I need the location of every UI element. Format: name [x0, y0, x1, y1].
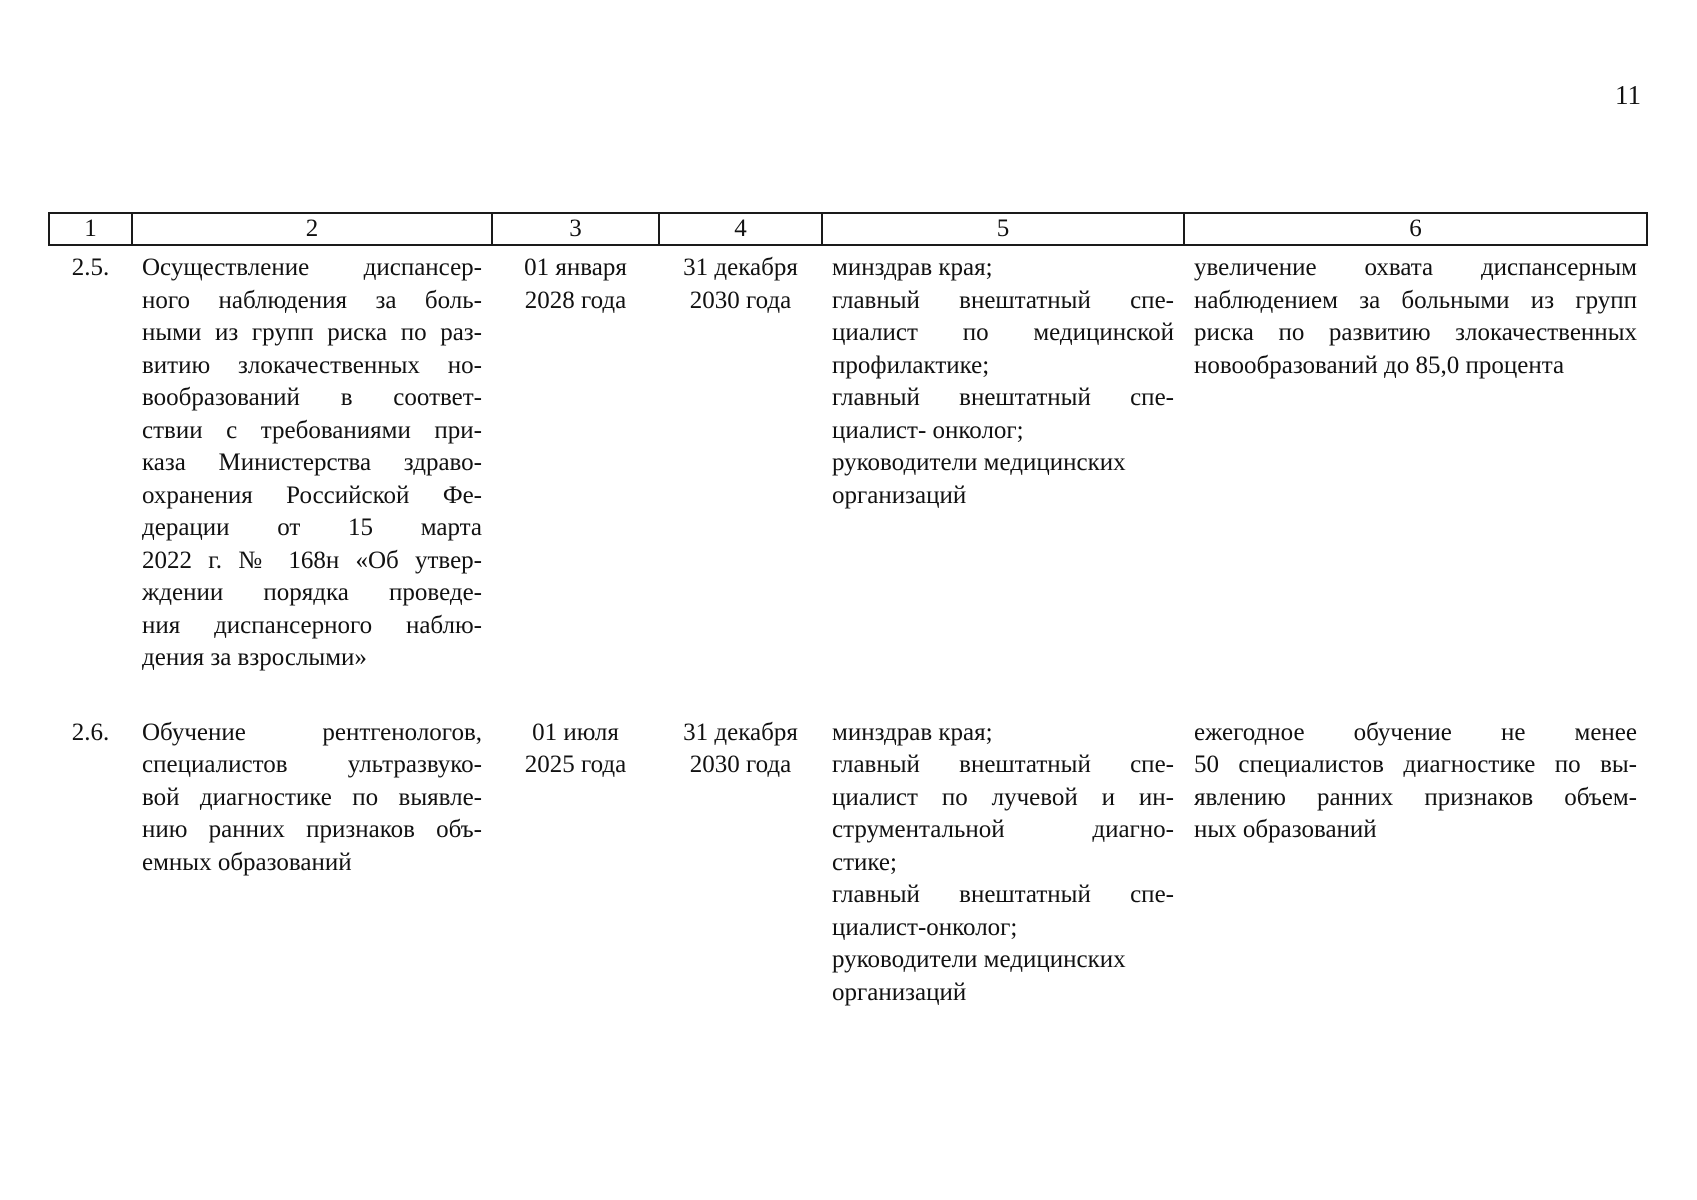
- start-date-cell: [492, 245, 659, 711]
- column-number-2: 2: [132, 213, 492, 245]
- table-row: [49, 711, 1647, 1010]
- text-line: 31 декабря: [683, 254, 798, 281]
- text-line: ждении порядка проведе-: [142, 579, 482, 606]
- text-line: Осуществление диспансер-: [142, 254, 482, 281]
- text-line: каза Министерства здраво-: [142, 449, 482, 476]
- text-line: 2022 г. № 168н «Об утвер-: [142, 546, 482, 574]
- row-number: 2.6.: [71, 718, 110, 746]
- end-date-cell: [659, 711, 822, 1010]
- text-line: циалист по медицинской: [832, 319, 1174, 346]
- text-line: циалист по лучевой и ин-: [832, 783, 1174, 811]
- page-number: 11: [1615, 80, 1641, 110]
- column-number-6: 6: [1184, 213, 1647, 245]
- text-line: руководители медицинских: [832, 449, 1126, 476]
- text-line: 2030 года: [689, 286, 792, 314]
- text-line: минздрав края;: [832, 718, 993, 746]
- text-line: риска по развитию злокачественных: [1194, 319, 1637, 346]
- text-line: 2025 года: [524, 751, 627, 778]
- text-line: профилактике;: [832, 351, 990, 379]
- text-line: ных образований: [1194, 816, 1377, 843]
- activity-cell: [132, 245, 492, 711]
- text-line: минздрав края;: [832, 254, 993, 281]
- text-line: 31 декабря: [683, 718, 798, 746]
- text-line: 01 января: [524, 254, 627, 281]
- activity-cell: [132, 711, 492, 1010]
- text-line: дения за взрослыми»: [142, 644, 367, 671]
- text-line: нию ранних признаков объ-: [142, 816, 482, 843]
- text-line: главный внештатный спе-: [832, 751, 1174, 778]
- text-line: главный внештатный спе-: [832, 881, 1174, 908]
- row-number: 2.5.: [71, 254, 110, 281]
- text-line: ного наблюдения за боль-: [142, 286, 482, 314]
- text-line: вой диагностике по выявле-: [142, 783, 482, 811]
- text-line: циалист- онколог;: [832, 416, 1024, 444]
- text-line: 2030 года: [689, 751, 792, 778]
- column-number-5: 5: [822, 213, 1184, 245]
- measures-table: [48, 212, 1648, 1009]
- text-line: ния диспансерного наблю-: [142, 611, 482, 639]
- start-date-cell: [492, 711, 659, 1010]
- text-line: 01 июля: [532, 718, 619, 746]
- text-line: Обучение рентгенологов,: [142, 718, 482, 746]
- text-line: новообразований до 85,0 процента: [1194, 351, 1565, 379]
- text-line: организаций: [832, 481, 967, 509]
- result-cell: [1184, 245, 1647, 711]
- text-line: струментальной диагно-: [832, 816, 1174, 843]
- text-line: ными из групп риска по раз-: [142, 319, 482, 346]
- column-number-1: 1: [49, 213, 132, 245]
- result-cell: [1184, 711, 1647, 1010]
- table-header-row: [49, 213, 1647, 245]
- column-number-4: 4: [659, 213, 822, 245]
- text-line: циалист-онколог;: [832, 913, 1018, 941]
- text-line: наблюдением за больными из групп: [1194, 286, 1637, 314]
- responsible-cell: [822, 245, 1184, 711]
- text-line: главный внештатный спе-: [832, 286, 1174, 314]
- table-row: [49, 245, 1647, 711]
- text-line: ствии с требованиями при-: [142, 416, 482, 444]
- text-line: ежегодное обучение не менее: [1194, 718, 1637, 746]
- text-line: витию злокачественных но-: [142, 351, 482, 379]
- text-line: 2028 года: [524, 286, 627, 314]
- text-line: охранения Российской Фе-: [142, 481, 482, 509]
- text-line: дерации от 15 марта: [142, 514, 482, 541]
- text-line: главный внештатный спе-: [832, 384, 1174, 411]
- text-line: руководители медицинских: [832, 946, 1126, 973]
- column-number-3: 3: [492, 213, 659, 245]
- text-line: стике;: [832, 848, 897, 876]
- text-line: специалистов ультразвуко-: [142, 751, 482, 778]
- text-line: емных образований: [142, 848, 352, 876]
- text-line: вообразований в соответ-: [142, 384, 482, 411]
- text-line: организаций: [832, 978, 967, 1006]
- end-date-cell: [659, 245, 822, 711]
- responsible-cell: [822, 711, 1184, 1010]
- text-line: 50 специалистов диагностике по вы-: [1194, 751, 1637, 778]
- text-line: явлению ранних признаков объем-: [1194, 783, 1637, 811]
- text-line: увеличение охвата диспансерным: [1194, 254, 1637, 281]
